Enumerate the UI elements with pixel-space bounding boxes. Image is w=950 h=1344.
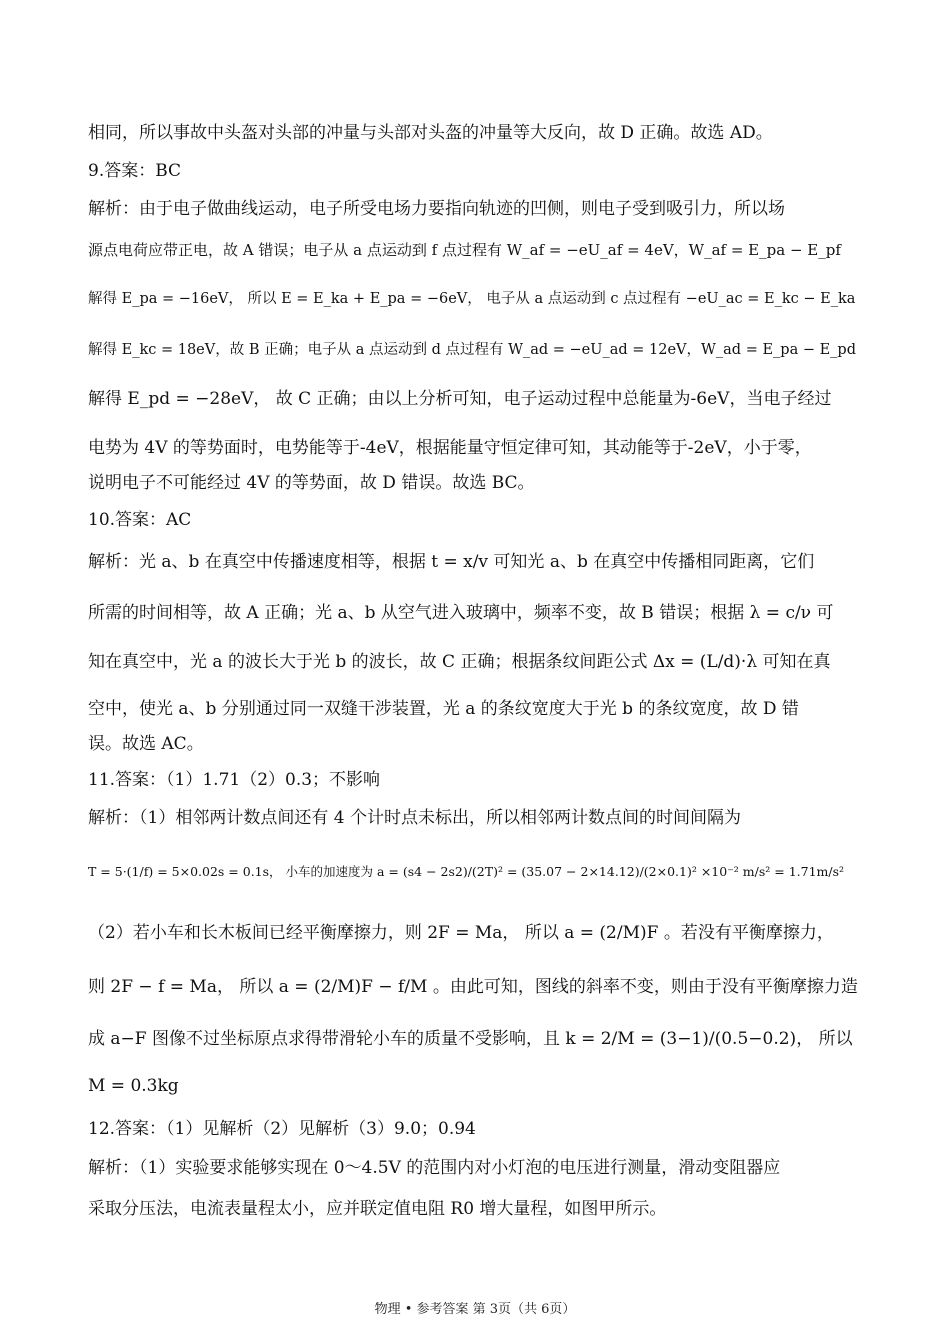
text-line: 空中，使光 a、b 分别通过同一双缝干涉装置，光 a 的条纹宽度大于光 b 的条纹宽度，故 D 错 xyxy=(88,699,799,719)
page-footer: 物理 • 参考答案 第 3页（共 6页） xyxy=(374,1302,576,1317)
text-line: 解析：由于电子做曲线运动，电子所受电场力要指向轨迹的凹侧，则电子受到吸引力，所以场 xyxy=(88,199,785,219)
text-line: （2）若小车和长木板间已经平衡摩擦力，则 2F = Ma， 所以 a = (2/M)F 。若没有平衡摩擦力， xyxy=(88,923,834,943)
text-line: 知在真空中，光 a 的波长大于光 b 的波长，故 C 正确；根据条纹间距公式 Δx = (L/d)·λ 可知在真 xyxy=(88,652,831,672)
text-line: 采取分压法，电流表量程太小，应并联定值电阻 R0 增大量程，如图甲所示。 xyxy=(88,1199,667,1219)
text-line: 则 2F − f = Ma， 所以 a = (2/M)F − f/M 。由此可知，图线的斜率不变，则由于没有平衡摩擦力造 xyxy=(88,977,858,997)
text-line: 解析：光 a、b 在真空中传播速度相等，根据 t = x/v 可知光 a、b 在真空中传播相同距离，它们 xyxy=(88,552,815,572)
text-line: 误。故选 AC。 xyxy=(88,734,204,754)
text-line: 9.答案：BC xyxy=(88,161,182,181)
text-line: 电势为 4V 的等势面时，电势能等于-4eV，根据能量守恒定律可知，其动能等于-2eV，小于零， xyxy=(88,438,812,458)
text-line: 解析：（1）相邻两计数点间还有 4 个计时点未标出，所以相邻两计数点间的时间间隔为 xyxy=(88,808,741,828)
text-line: 成 a−F 图像不过坐标原点求得带滑轮小车的质量不受影响，且 k = 2/M = (3−1)/(0.5−0.2)， 所以 xyxy=(88,1029,853,1049)
text-line: 解得 E_pa = −16eV， 所以 E = E_ka + E_pa = −6eV， 电子从 a 点运动到 c 点过程有 −eU_ac = E_kc − E_ka xyxy=(88,291,856,307)
text-line: 相同，所以事故中头盔对头部的冲量与头部对头盔的冲量等大反向，故 D 正确。故选 AD。 xyxy=(88,123,773,143)
text-line: 说明电子不可能经过 4V 的等势面，故 D 错误。故选 BC。 xyxy=(88,473,535,493)
text-line: 解得 E_kc = 18eV，故 B 正确；电子从 a 点运动到 d 点过程有 W_ad = −eU_ad = 12eV，W_ad = E_pa − E_pd xyxy=(88,342,856,358)
text-line: 11.答案：（1）1.71（2）0.3；不影响 xyxy=(88,770,381,790)
text-line: 所需的时间相等，故 A 正确；光 a、b 从空气进入玻璃中，频率不变，故 B 错误；根据 λ = c/ν 可 xyxy=(88,603,834,623)
text-line: 10.答案：AC xyxy=(88,510,192,530)
text-line: 源点电荷应带正电，故 A 错误；电子从 a 点运动到 f 点过程有 W_af = −eU_af = 4eV，W_af = E_pa − E_pf xyxy=(88,241,841,259)
text-line: 解得 E_pd = −28eV， 故 C 正确；由以上分析可知，电子运动过程中总能量为-6eV，当电子经过 xyxy=(88,389,832,409)
text-line: 12.答案：（1）见解析（2）见解析（3）9.0；0.94 xyxy=(88,1119,476,1139)
text-line: T = 5·(1/f) = 5×0.02s = 0.1s， 小车的加速度为 a = (s4 − 2s2)/(2T)² = (35.07 − 2×14.12)/(2×0.1)² ×10⁻² m/s² = 1.71m/s² xyxy=(88,864,845,879)
text-line: 解析：（1）实验要求能够实现在 0～4.5V 的范围内对小灯泡的电压进行测量，滑动变阻器应 xyxy=(88,1158,781,1178)
text-line: M = 0.3kg xyxy=(88,1076,179,1096)
